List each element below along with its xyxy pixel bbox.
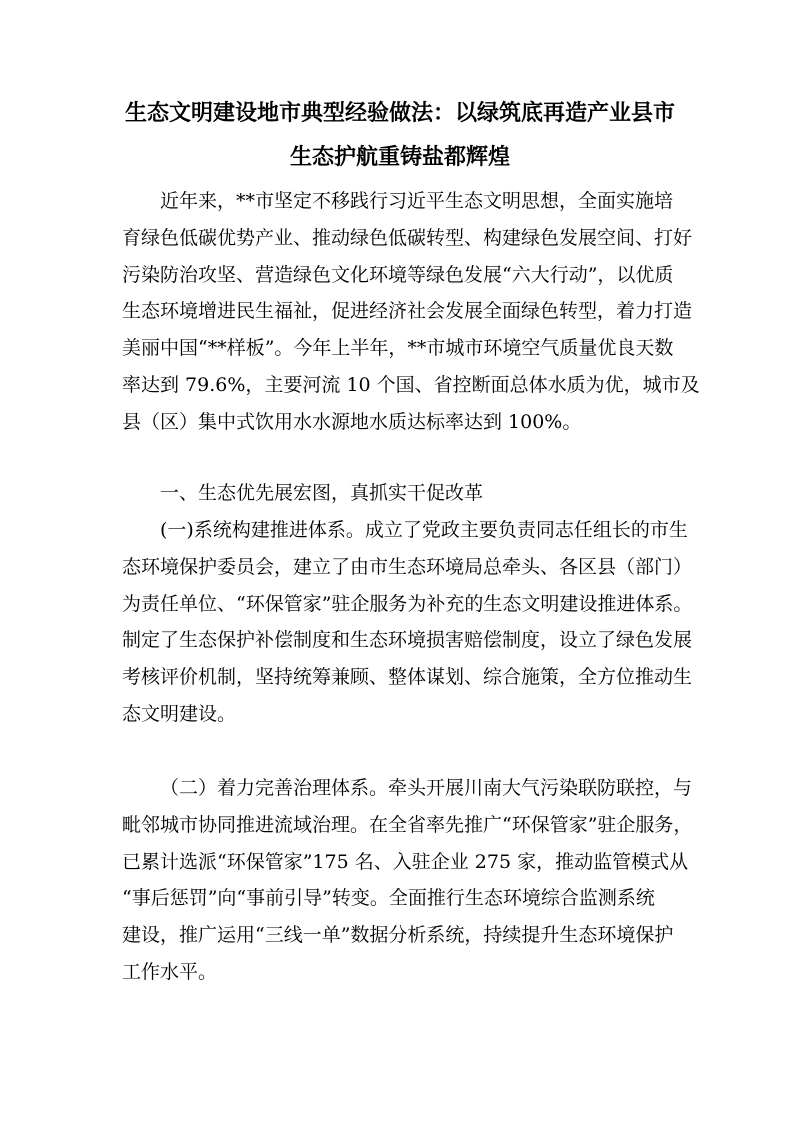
paragraph-line: 为责任单位、“环保管家”驻企服务为补充的生态文明建设推进体系。: [122, 592, 693, 615]
section-heading-text: 一、生态优先展宏图，真抓实干促改革: [160, 482, 484, 504]
paragraph-line: 已累计选派“环保管家”175 名、入驻企业 275 家，推动监管模式从: [122, 850, 689, 873]
paragraph-line: （二）着力完善治理体系。牵头开展川南大气污染联防联控，与: [160, 777, 693, 799]
paragraph-line: 毗邻城市协同推进流域治理。在全省率先推广“环保管家”驻企服务，: [122, 813, 693, 836]
paragraph-line: 建设，推广运用“三线一单”数据分析系统，持续提升生态环境保护: [122, 924, 674, 947]
document-title-line-2: 生态护航重铸盐都辉煌: [289, 145, 510, 170]
paragraph-line: 考核评价机制，坚持统筹兼顾、整体谋划、综合施策，全方位推动生: [122, 666, 693, 689]
paragraph-line: 育绿色低碳优势产业、推动绿色低碳转型、构建绿色发展空间、打好: [122, 226, 693, 249]
paragraph-line: (一)系统构建推进体系。成立了党政主要负责同志任组长的市生: [160, 519, 688, 541]
paragraph-line: 率达到 79.6%，主要河流 10 个国、省控断面总体水质为优，城市及: [122, 373, 700, 396]
paragraph-line: 近年来，**市坚定不移践行习近平生态文明思想，全面实施培: [160, 190, 674, 212]
document-title-line-1: 生态文明建设地市典型经验做法：以绿筑底再造产业县市: [124, 101, 675, 126]
paragraph-line: 工作水平。: [122, 960, 218, 983]
paragraph-line: 污染防治攻坚、营造绿色文化环境等绿色发展“六大行动”，以优质: [122, 263, 674, 286]
paragraph-intro: [122, 183, 700, 441]
paragraph-line: 美丽中国“**样板”。今年上半年，**市城市环境空气质量优良天数: [122, 337, 674, 360]
section-heading-1: [122, 475, 674, 512]
paragraph-line: 生态环境增进民生福祉，促进经济社会发展全面绿色转型，着力打造: [122, 300, 693, 323]
paragraph-line: “事后惩罚”向“事前引导”转变。全面推行生态环境综合监测系统: [122, 887, 655, 910]
paragraph-governance-system: [122, 770, 693, 991]
paragraph-line: 态环境保护委员会，建立了由市生态环境局总牵头、各区县（部门）: [122, 555, 693, 578]
paragraph-line: 制定了生态保护补偿制度和生态环境损害赔偿制度，设立了绿色发展: [122, 629, 693, 652]
paragraph-system-construction: [122, 512, 693, 733]
paragraph-line: 态文明建设。: [122, 702, 237, 725]
paragraph-line: 县（区）集中式饮用水水源地水质达标率达到 100%。: [122, 410, 582, 433]
